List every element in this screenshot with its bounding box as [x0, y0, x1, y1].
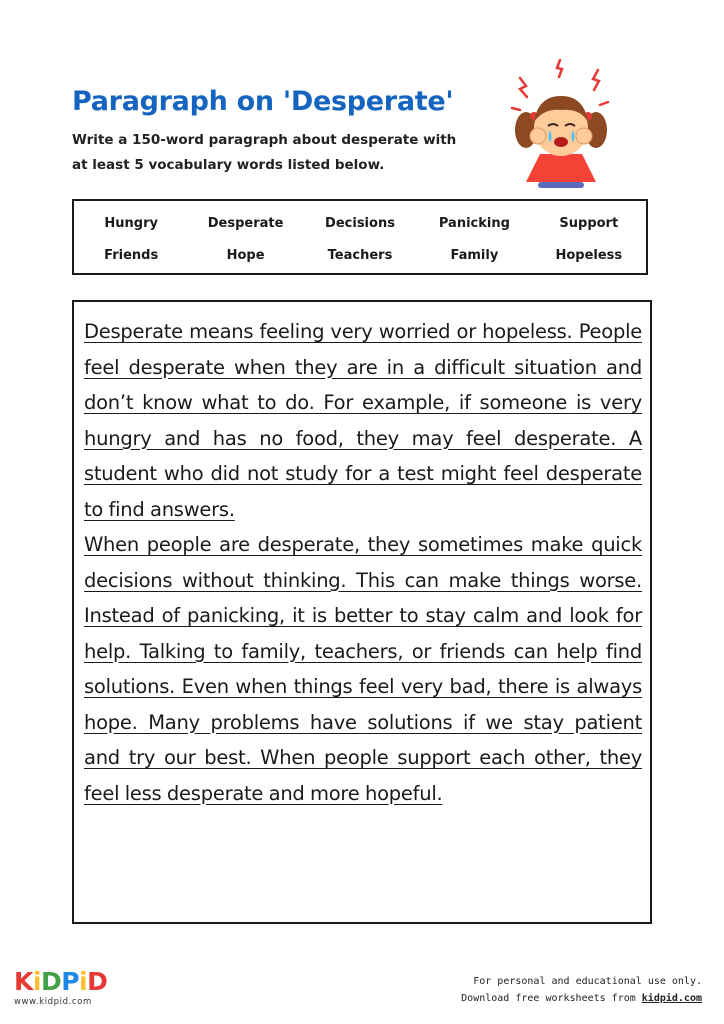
logo-letter: D [40, 967, 62, 996]
paragraph-box [72, 300, 652, 924]
vocab-word: Support [559, 216, 619, 231]
footer-note [461, 973, 702, 1007]
vocab-word: Desperate [207, 216, 284, 231]
logo-letter: i [79, 967, 88, 996]
vocab-word: Panicking [438, 216, 510, 231]
crying-girl-icon [500, 56, 620, 192]
footer-prefix: Download free worksheets from [461, 993, 642, 1004]
footer-link[interactable]: kidpid.com [641, 993, 702, 1004]
vocab-word: Decisions [325, 216, 395, 231]
paragraph-text: When people are desperate, they sometimes make quick decisions without thinking. This can make things worse. Instead of panicking, it is better to stay calm and look for help. Talking to family, teachers, or friends can help find solutions. Even when things feel very bad, there is always hope. Many problems have solutions if we stay patient and try our best. When people support each other, they feel less desperate and more hopeful. [84, 533, 642, 805]
footer-line [461, 990, 702, 1007]
vocab-word: Hopeless [555, 248, 623, 263]
logo-letter: i [32, 967, 41, 996]
vocab-word: Hungry [104, 216, 158, 231]
logo-letter: K [14, 967, 33, 996]
logo-letter: P [61, 967, 80, 996]
vocabulary-box [72, 199, 648, 275]
paragraph-text: Desperate means feeling very worried or hopeless. People feel desperate when they are in a difficult situation and don’t know what to do. For example, if someone is very hungry and has no food, they may feel desperate. A student who did not study for a test might feel desperate to find answers. [84, 320, 642, 521]
vocab-word: Hope [226, 248, 265, 263]
footer-line: For personal and educational use only. [473, 976, 702, 987]
logo-letter: D [87, 967, 108, 996]
kidpid-logo [14, 968, 124, 1007]
instructions-text: Write a 150-word paragraph about desperate with at least 5 vocabulary words listed below. [72, 132, 457, 173]
vocab-word: Family [450, 248, 499, 263]
vocab-word: Teachers [327, 248, 393, 263]
page-title: Paragraph on 'Desperate' [72, 86, 454, 117]
logo-url: www.kidpid.com [14, 997, 92, 1007]
logo-wordmark [14, 968, 124, 996]
vocab-word: Friends [104, 248, 159, 263]
